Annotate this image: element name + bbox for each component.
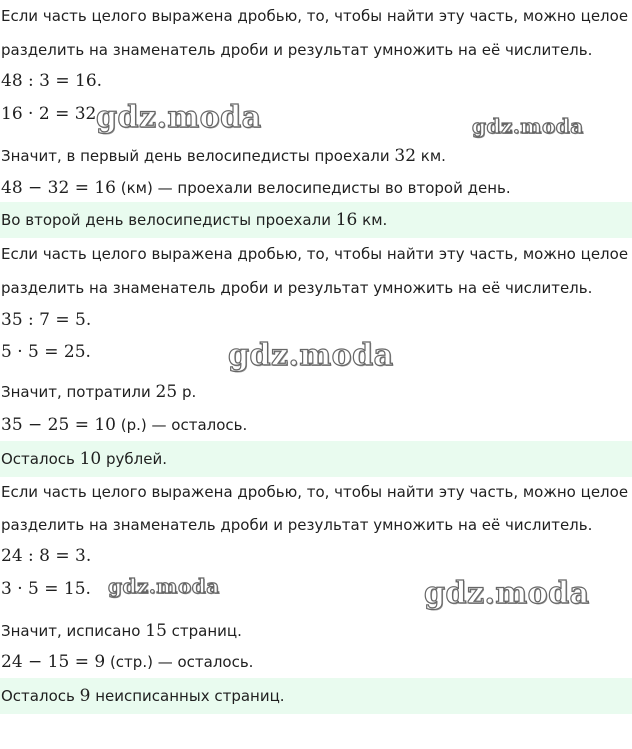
calc-line-2: 16 · 2 = 32.: [1, 104, 102, 124]
answer-highlight: Осталось 10 рублей.: [0, 441, 632, 477]
watermark-logo: gdz.moda: [228, 338, 394, 373]
calc-line-1: 48 : 3 = 16.: [1, 71, 103, 91]
answer-highlight: Во второй день велосипедисты проехали 16 км.: [0, 202, 632, 238]
watermark-logo: gdz.moda: [424, 576, 590, 611]
watermark-logo: gdz.moda: [96, 100, 262, 135]
calc-line-2: 3 · 5 = 15.: [1, 579, 91, 599]
conclusion-line: Значит, в первый день велосипедисты проехали 32 км.: [1, 146, 446, 166]
calc-line-2: 5 · 5 = 25.: [1, 342, 91, 362]
rule-line-2: разделить на знаменатель дроби и результат умножить на её числитель.: [1, 41, 593, 59]
difference-line: 24 − 15 = 9 (стр.) — осталось.: [1, 652, 254, 672]
difference-line: 48 − 32 = 16 (км) — проехали велосипедисты во второй день.: [1, 178, 511, 198]
conclusion-line: Значит, потратили 25 р.: [1, 382, 197, 402]
rule-line-2: разделить на знаменатель дроби и результат умножить на её числитель.: [1, 516, 593, 534]
rule-line-1: Если часть целого выражена дробью, то, чтобы найти эту часть, можно целое: [1, 245, 629, 263]
rule-line-1: Если часть целого выражена дробью, то, чтобы найти эту часть, можно целое: [1, 7, 629, 25]
answer-highlight: Осталось 9 неисписанных страниц.: [0, 678, 632, 714]
rule-line-1: Если часть целого выражена дробью, то, чтобы найти эту часть, можно целое: [1, 483, 629, 501]
calc-line-1: 24 : 8 = 3.: [1, 546, 92, 566]
difference-line: 35 − 25 = 10 (р.) — осталось.: [1, 415, 248, 435]
watermark-logo: gdz.moda: [472, 114, 584, 138]
watermark-logo: gdz.moda: [108, 574, 220, 598]
calc-line-1: 35 : 7 = 5.: [1, 310, 92, 330]
conclusion-line: Значит, исписано 15 страниц.: [1, 621, 242, 641]
rule-line-2: разделить на знаменатель дроби и результат умножить на её числитель.: [1, 279, 593, 297]
